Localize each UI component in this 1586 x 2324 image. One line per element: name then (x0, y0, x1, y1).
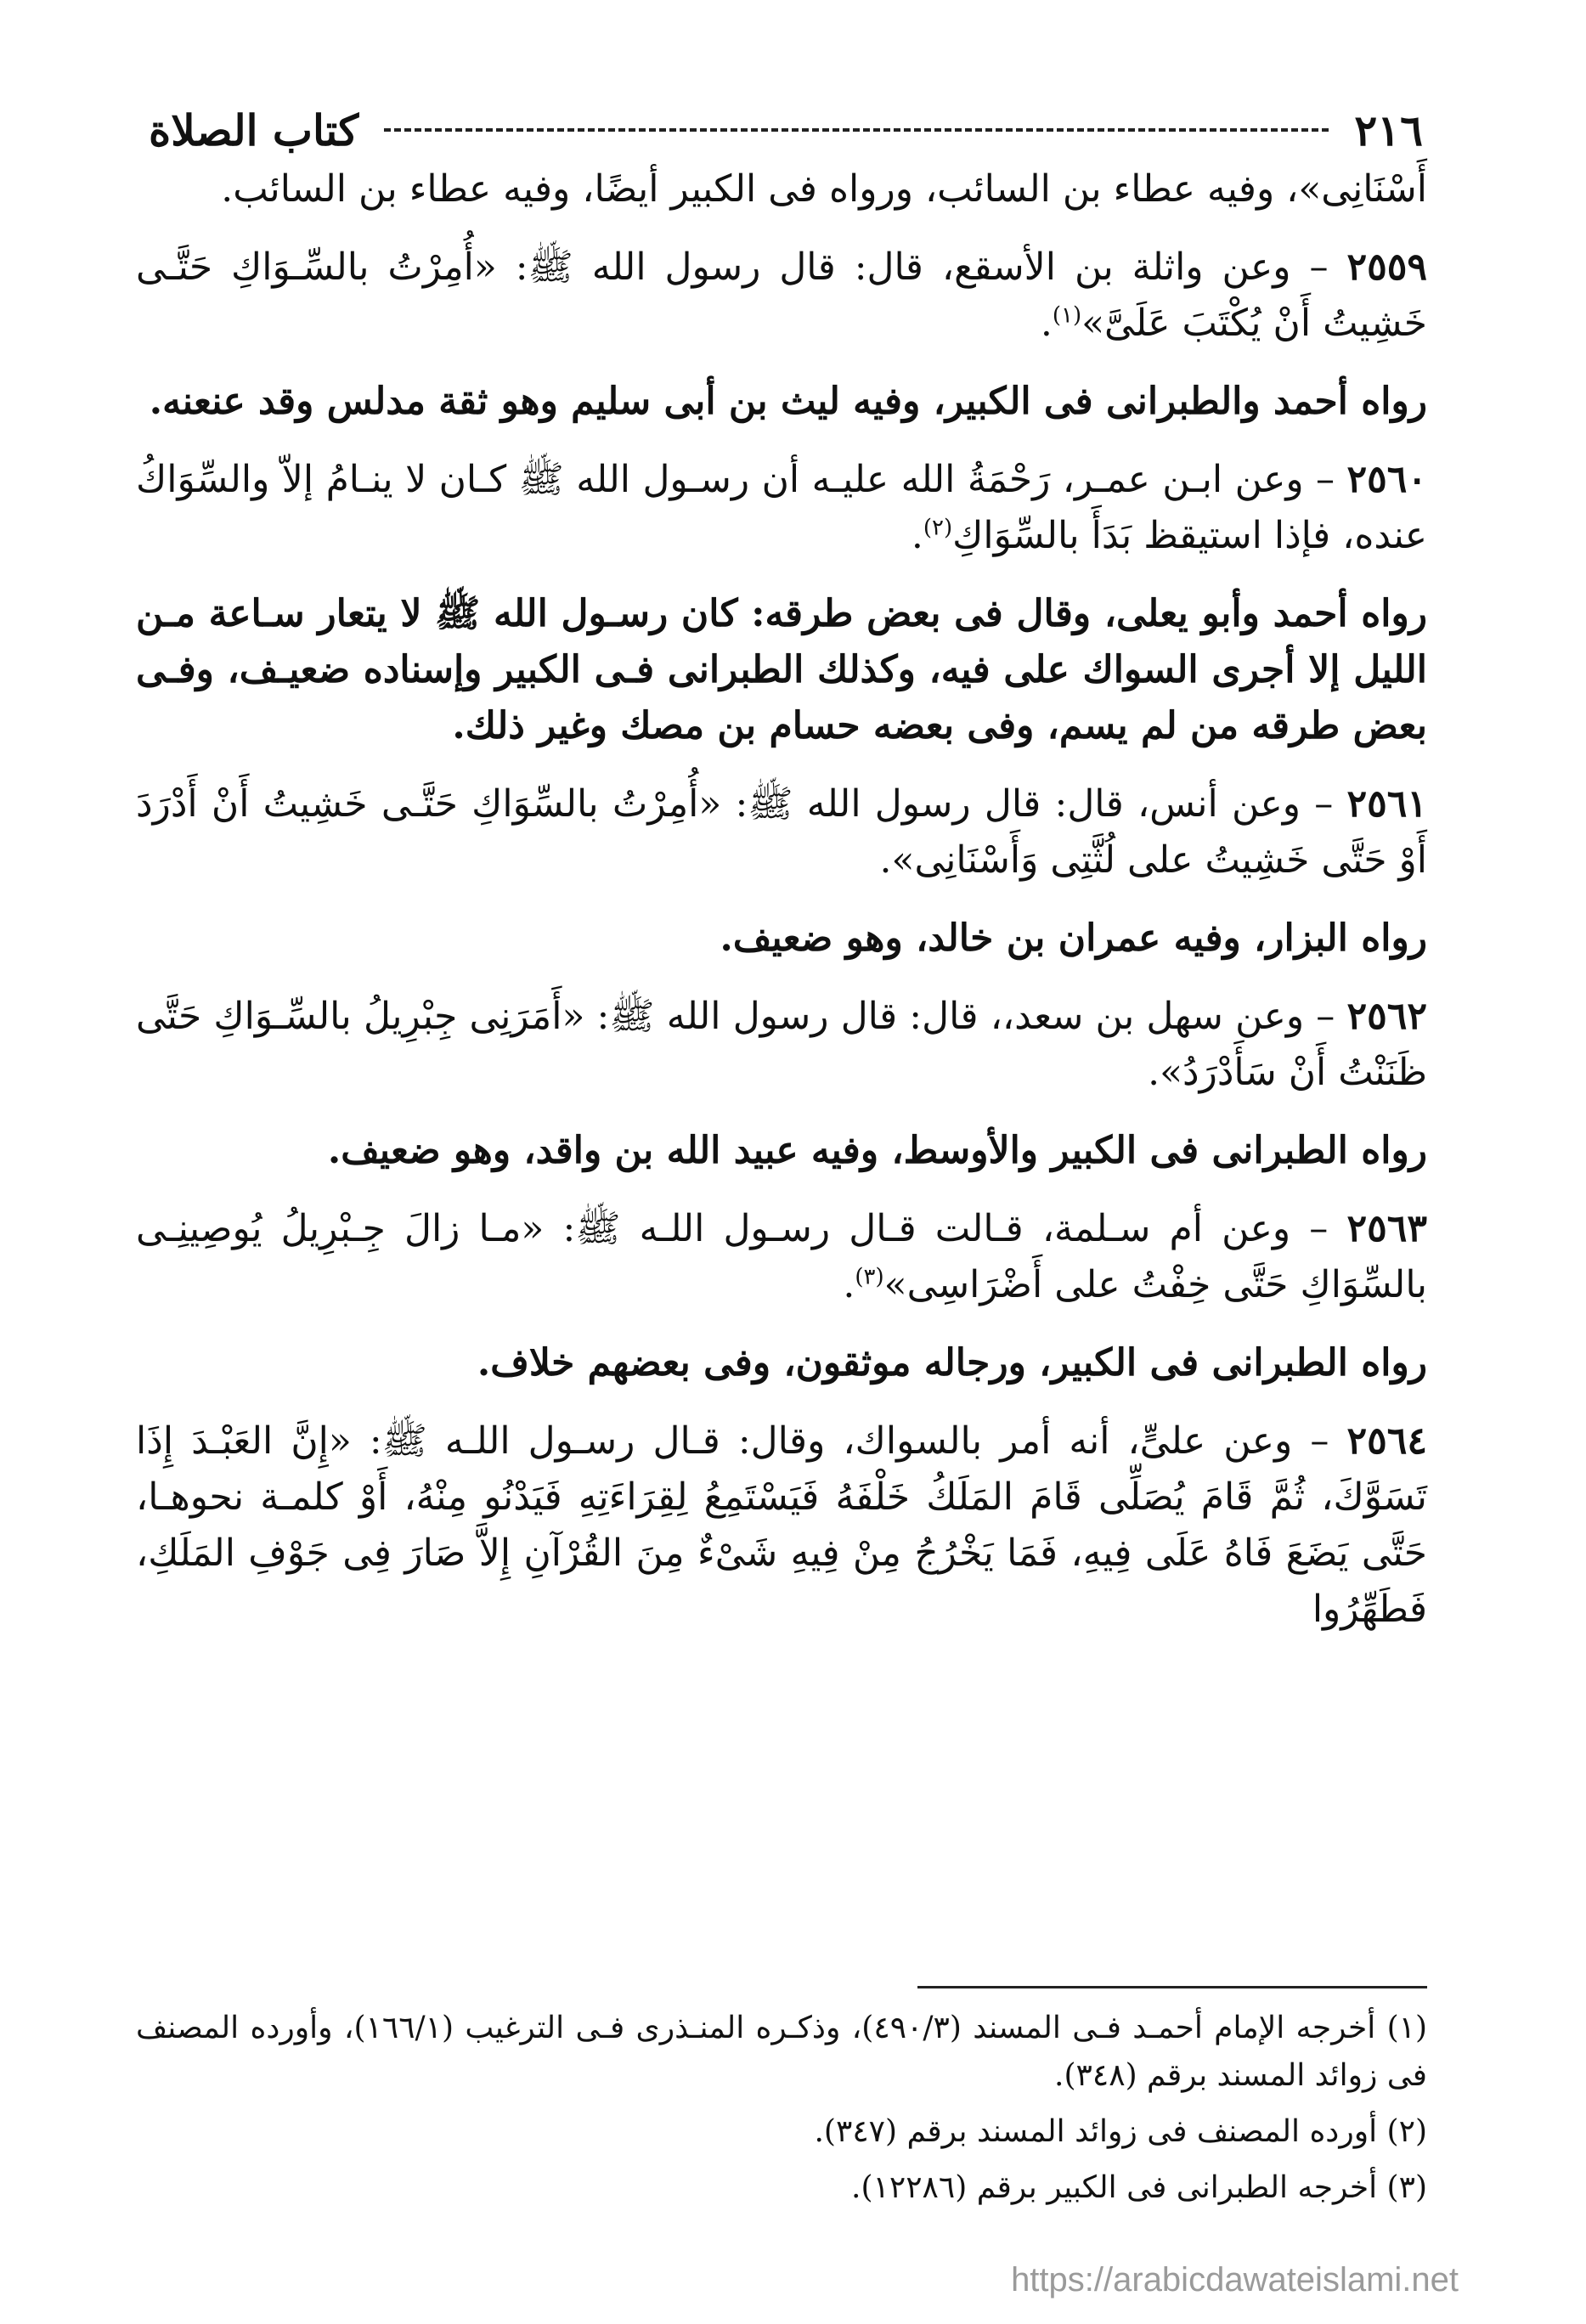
running-header (149, 100, 1423, 160)
hadith-source: رواه أحمد والطبرانى فى الكبير، وفيه ليث بن أبى سليم وهو ثقة مدلس وقد عنعنه. (149, 380, 1427, 423)
watermark-url: https://arabicdawateislami.net (1011, 2261, 1459, 2299)
hadith-2563: ٢٥٦٣ – وعن أم سـلمة، قـالت قـال رسـول اللـه ﷺ: «مـا زالَ جِـبْرِيلُ يُوصِينِـى بالسِّوَاكِ حَتَّى خِفْتُ على أَضْرَاسِى»$^{(٣)}$. (136, 1207, 1427, 1306)
footnote-ref: (٣) (855, 1264, 884, 1290)
hadith-number: ٢٥٦٤ (1346, 1419, 1427, 1463)
footnote: (١) أخرجه الإمام أحمـد فـى المسند (٤٩٠/٣)، وذكـره المنـذرى فـى الترغيب (١٦٦/١)، وأورده المصنف فى زوائد المسند برقم (٣٤٨). (136, 2011, 1428, 2093)
footnote-ref: (٢) (923, 515, 953, 541)
hadith-source: رواه البزار، وفيه عمران بن خالد، وهو ضعيف. (720, 917, 1427, 960)
footnote: (٢) أورده المصنف فى زوائد المسند برقم (٣٤٧). (814, 2114, 1427, 2149)
paragraph: أَسْنَانِى»، وفيه عطاء بن السائب، ورواه فى الكبير أيضًا، وفيه عطاء بن السائب. (221, 167, 1427, 211)
hadith-source: رواه الطبرانى فى الكبير، ورجاله موثقون، وفى بعضهم خلاف. (477, 1341, 1427, 1385)
page-body (136, 161, 1427, 1660)
footnotes (136, 2005, 1427, 2220)
footnote-ref: (١) (1052, 302, 1082, 329)
footnote: (٣) أخرجه الطبرانى فى الكبير برقم (١٢٢٨٦). (851, 2170, 1427, 2205)
hadith-number: ٢٥٥٩ (1346, 245, 1427, 289)
hadith-2559: ٢٥٥٩ – وعن واثلة بن الأسقع، قال: قال رسول الله ﷺ: «أُمِرْتُ بالسِّـوَاكِ حَتَّـى خَشِيتُ أَنْ يُكْتَبَ عَلَىَّ»$^{(١)}$. (136, 245, 1427, 345)
footnote-separator (917, 1986, 1427, 1988)
page-number: ٢١٦ (1354, 104, 1423, 155)
hadith-text: – وعن أنس، قال: قال رسول الله ﷺ: «أُمِرْتُ بالسِّوَاكِ حَتَّـى خَشِيتُ أَنْ أَدْرَدَ أَوْ حَتَّى خَشِيتُ على لُثَّتِى وَأَسْنَانِى». (136, 782, 1427, 882)
hadith-2562 (136, 989, 1427, 1101)
hadith-number: ٢٥٦١ (1346, 782, 1427, 826)
hadith-source: رواه الطبرانى فى الكبير والأوسط، وفيه عبيد الله بن واقد، وهو ضعيف. (327, 1129, 1427, 1172)
header-divider (384, 128, 1329, 132)
hadith-2560: ٢٥٦٠ – وعن ابـن عمـر، رَحْمَةُ الله عليـه أن رسـول الله ﷺ كـان لا ينـامُ إلاّ والسِّوَاكُ عنده، فإذا استيقظ بَدَأَ بالسِّوَاكِ$^{(٢)}$. (136, 458, 1427, 557)
hadith-text: – وعن أم سـلمة، قـالت قـال رسـول اللـه ﷺ: «مـا زالَ جِـبْرِيلُ يُوصِينِـى بالسِّوَاكِ حَتَّى خِفْتُ على أَضْرَاسِى» (136, 1207, 1427, 1306)
hadith-text: – وعن واثلة بن الأسقع، قال: قال رسول الله ﷺ: «أُمِرْتُ بالسِّـوَاكِ حَتَّـى خَشِيتُ أَنْ يُكْتَبَ عَلَىَّ» (136, 245, 1427, 345)
hadith-text: – وعن ابـن عمـر، رَحْمَةُ الله عليـه أن رسـول الله ﷺ كـان لا ينـامُ إلاّ والسِّوَاكُ عنده، فإذا استيقظ بَدَأَ بالسِّوَاكِ (136, 458, 1427, 557)
hadith-2564 (136, 1413, 1427, 1638)
hadith-number: ٢٥٦٣ (1346, 1207, 1427, 1250)
hadith-text: – وعن علىٍّ، أنه أمر بالسواك، وقال: قـال رسـول اللـه ﷺ: «إِنَّ العَبْـدَ إِذَا تَسَوَّكَ، ثُمَّ قَامَ يُصَلِّى قَامَ المَلَكُ خَلْفَهُ فَيَسْتَمِعُ لِقِرَاءَتِهِ فَيَدْنُو مِنْهُ، أَوْ كلمـة نحوهـا، حَتَّى يَضَعَ فَاهُ عَلَى فِيهِ، فَمَا يَخْرُجُ مِنْ فِيهِ شَىْءٌ مِنَ القُرْآنِ إِلاَّ صَارَ فِى جَوْفِ المَلَكِ، فَطَهِّرُوا (136, 1419, 1427, 1631)
hadith-number: ٢٥٦٢ (1346, 995, 1427, 1038)
hadith-source: رواه أحمد وأبو يعلى، وقال فى بعض طرقه: كان رسـول الله ﷺ لا يتعار سـاعة مـن الليل إلا أجرى السواك على فيه، وكذلك الطبرانى فـى الكبير وإسناده ضعيـف، وفـى بعض طرقه من لم يسم، وفى بعضه حسام بن مصك وغير ذلك. (136, 592, 1427, 747)
hadith-number: ٢٥٦٠ (1346, 458, 1427, 501)
hadith-text: – وعن سهل بن سعد،، قال: قال رسول الله ﷺ: «أَمَرَنِى جِبْرِيلُ بالسِّـوَاكِ حَتَّى ظَنَنْتُ أَنْ سَأَدْرَدُ». (136, 995, 1427, 1094)
header-title: كتاب الصلاة (149, 104, 359, 155)
hadith-2561 (136, 776, 1427, 888)
